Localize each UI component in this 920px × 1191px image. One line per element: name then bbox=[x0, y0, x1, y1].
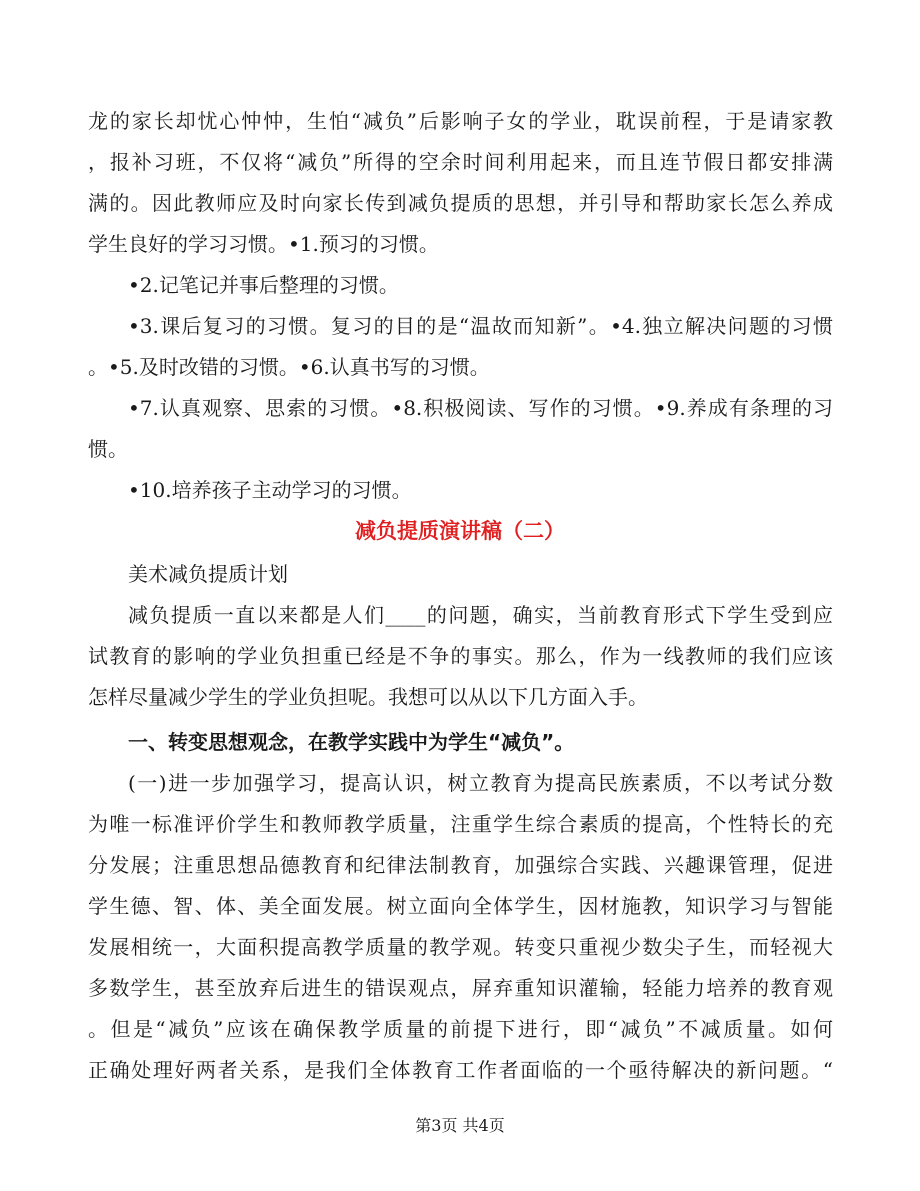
subheading: 一、转变思想观念，在教学实践中为学生“减负”。 bbox=[128, 730, 575, 754]
text-line: •7.认真观察、思索的习惯。•8.积极阅读、写作的习惯。•9.养成有条理的习 bbox=[128, 396, 833, 420]
text-line: 龙的家长却忧心忡忡，生怕“减负”后影响子女的学业，耽误前程，于是请家教 bbox=[88, 109, 833, 133]
text-line: ，报补习班，不仅将“减负”所得的空余时间利用起来，而且连节假日都安排满 bbox=[88, 150, 833, 174]
text-line: 。但是“减负”应该在确保教学质量的前提下进行，即“减负”不减质量。如何 bbox=[88, 1017, 833, 1041]
text-line: 发展相统一，大面积提高教学质量的教学观。转变只重视少数尖子生，而轻视大 bbox=[88, 935, 833, 959]
text-line: 减负提质一直以来都是人们____的问题，确实，当前教育形式下学生受到应 bbox=[128, 603, 833, 627]
text-line: 美术减负提质计划 bbox=[128, 562, 288, 586]
text-line: 惯。 bbox=[88, 437, 128, 461]
text-line: 学生良好的学习习惯。•1.预习的习惯。 bbox=[88, 232, 439, 256]
section-title: 减负提质演讲稿（二） bbox=[355, 519, 565, 543]
page-footer: 第3页 共4页 bbox=[415, 1116, 505, 1135]
text-line: •2.记笔记并事后整理的习惯。 bbox=[128, 273, 399, 297]
text-line: 多数学生，甚至放弃后进生的错误观点，屏弃重知识灌输，轻能力培养的教育观 bbox=[88, 976, 833, 1000]
text-line: 。•5.及时改错的习惯。•6.认真书写的习惯。 bbox=[88, 355, 490, 379]
text-line: •10.培养孩子主动学习的习惯。 bbox=[128, 478, 412, 502]
text-line: 为唯一标准评价学生和教师教学质量，注重学生综合素质的提高，个性特长的充 bbox=[88, 812, 833, 836]
text-line: 满的。因此教师应及时向家长传到减负提质的思想，并引导和帮助家长怎么养成 bbox=[88, 191, 833, 215]
text-line: 试教育的影响的学业负担重已经是不争的事实。那么，作为一线教师的我们应该 bbox=[88, 644, 833, 668]
text-line: •3.课后复习的习惯。复习的目的是“温故而知新”。•4.独立解决问题的习惯 bbox=[128, 314, 833, 338]
text-line: 正确处理好两者关系，是我们全体教育工作者面临的一个亟待解决的新问题。“ bbox=[88, 1058, 833, 1082]
text-line: 怎样尽量减少学生的学业负担呢。我想可以从以下几方面入手。 bbox=[88, 685, 648, 709]
text-line: (一)进一步加强学习，提高认识，树立教育为提高民族素质，不以考试分数 bbox=[128, 771, 833, 795]
text-line: 分发展；注重思想品德教育和纪律法制教育，加强综合实践、兴趣课管理，促进 bbox=[88, 853, 833, 877]
text-line: 学生德、智、体、美全面发展。树立面向全体学生，因材施教，知识学习与智能 bbox=[88, 894, 833, 918]
